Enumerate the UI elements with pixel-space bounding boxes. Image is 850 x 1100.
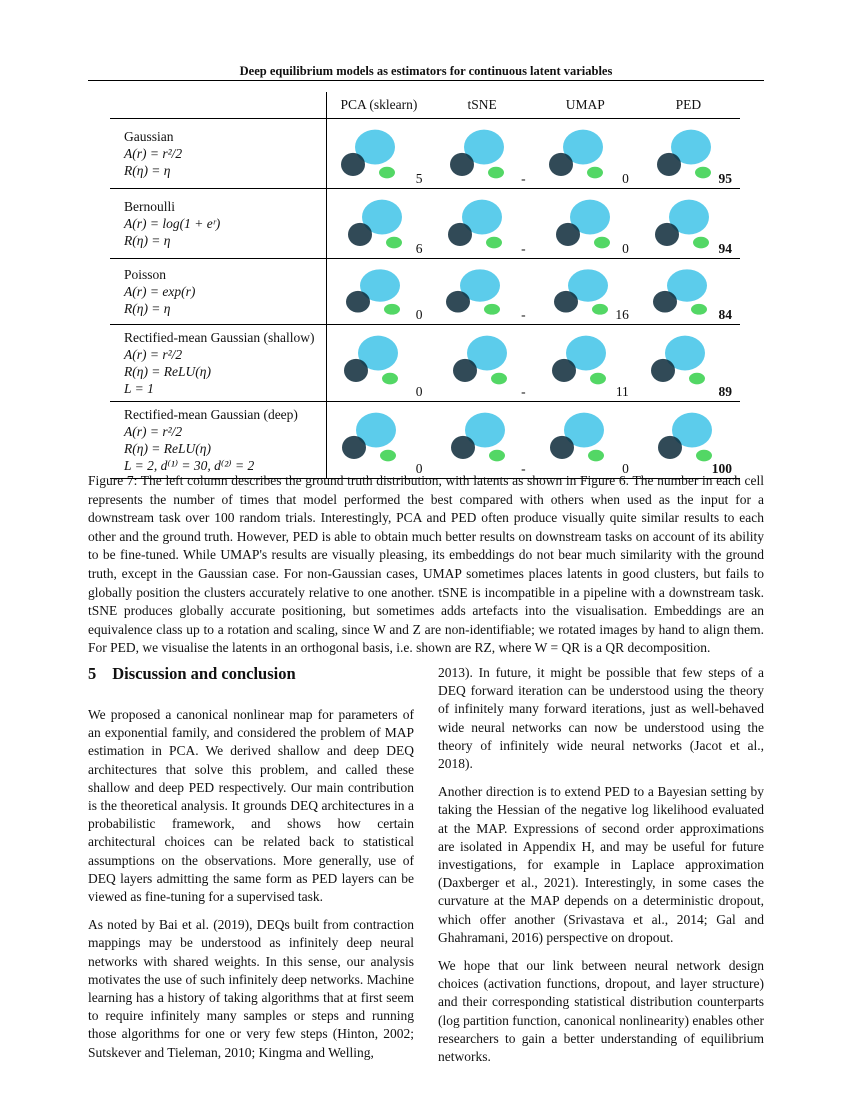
best-count: 16 xyxy=(615,307,629,322)
green-cluster xyxy=(488,167,504,179)
formula-line: L = 1 xyxy=(124,381,154,396)
column-header-umap: UMAP xyxy=(534,92,637,119)
embedding-scatter xyxy=(542,195,614,253)
green-cluster xyxy=(380,450,396,462)
figure-row xyxy=(110,259,740,325)
green-cluster xyxy=(689,373,705,385)
green-cluster xyxy=(484,304,500,315)
embedding-scatter xyxy=(335,195,407,253)
embedding-scatter xyxy=(335,408,407,466)
distribution-label xyxy=(110,325,327,402)
section-title: Discussion and conclusion xyxy=(112,664,296,683)
dark-cluster xyxy=(348,223,372,246)
green-cluster xyxy=(695,167,711,179)
figure-row xyxy=(110,325,740,402)
embedding-cell xyxy=(327,119,431,189)
embedding-scatter xyxy=(645,408,717,466)
embedding-scatter xyxy=(335,125,407,183)
paragraph: As noted by Bai et al. (2019), DEQs built from contraction mappings may be understood as infinitely deep neural networks with shared weights. In this sense, our analysis motivates the use of such infinitely deep networks. Machine learning has a history of taking algorithms that at first seem to require infinitely many samples or steps and running those algorithms for one or very few steps (Hinton, 2002; Sutskever and Tieleman, 2010; Kingma and Welling, xyxy=(88,917,414,1060)
green-cluster xyxy=(382,373,398,385)
embedding-scatter xyxy=(645,331,717,389)
dark-cluster xyxy=(341,153,365,176)
best-count: 0 xyxy=(622,241,629,256)
best-count: 5 xyxy=(415,171,423,186)
figure-header-row xyxy=(110,92,740,119)
green-cluster xyxy=(594,237,610,249)
embedding-scatter xyxy=(439,408,511,466)
dark-cluster xyxy=(556,223,580,246)
section-number: 5 xyxy=(88,664,97,683)
dark-cluster xyxy=(346,291,370,313)
embedding-cell xyxy=(431,325,534,402)
dark-cluster xyxy=(651,359,675,382)
embedding-scatter xyxy=(645,125,717,183)
formula-line: A(r) = r²/2 xyxy=(124,424,183,439)
embedding-scatter xyxy=(542,408,614,466)
distribution-label xyxy=(110,189,327,259)
embedding-cell xyxy=(327,189,431,259)
green-cluster xyxy=(384,304,400,315)
embedding-scatter xyxy=(645,195,717,253)
best-count: 11 xyxy=(615,384,629,399)
green-cluster xyxy=(587,167,603,179)
best-count: 95 xyxy=(718,171,732,186)
embedding-cell xyxy=(431,259,534,325)
dark-cluster xyxy=(655,223,679,246)
embedding-scatter xyxy=(335,331,407,389)
dark-cluster xyxy=(552,359,576,382)
green-cluster xyxy=(691,304,707,315)
paragraph: We proposed a canonical nonlinear map for parameters of an exponential family, and considered the problem of MAP estimation in PCA. We derived shallow and deep DEQ architectures that solve this problem, and called these shallow and deep PED respectively. Our main contribution is the theoretical analysis. It grounds DEQ architectures in a probabilistic framework, and shows how certain architectural choices can be related back to statistical assumptions on the observations. More generally, use of DEQ layers admitting the same form as PED layers can be viewed as fine-tuning for a supervised task. xyxy=(88,707,414,905)
embedding-scatter xyxy=(439,125,511,183)
paragraph: 2013). In future, it might be possible that few steps of a DEQ forward iteration can be understood using the theory of infinitely many forward iterations, just as well-behaved wide neural networks can now be understood using the theory of infinitely wide neural networks (Jacot et al., 2018). xyxy=(438,665,764,772)
green-cluster xyxy=(588,450,604,462)
dark-cluster xyxy=(453,359,477,382)
dark-cluster xyxy=(342,436,366,459)
green-cluster xyxy=(592,304,608,315)
dark-cluster xyxy=(451,436,475,459)
running-title: Deep equilibrium models as estimators for continuous latent variables xyxy=(239,64,613,78)
embedding-cell xyxy=(534,402,637,479)
paragraph: We hope that our link between neural network design choices (activation functions, dropout, and layer structure) and their corresponding statistical distribution counterparts (log partition function, canonical nonlinearity) enables other researchers to gain a better understanding of equilibrium networks. xyxy=(438,958,764,1065)
best-count: 6 xyxy=(415,241,423,256)
embedding-cell xyxy=(534,189,637,259)
distribution-name: Gaussian xyxy=(124,129,174,144)
embedding-cell xyxy=(637,402,740,479)
embedding-cell xyxy=(431,189,534,259)
best-count: 0 xyxy=(415,384,423,399)
embedding-cell xyxy=(637,189,740,259)
dark-cluster xyxy=(446,291,470,313)
dark-cluster xyxy=(344,359,368,382)
dark-cluster xyxy=(448,223,472,246)
formula-line: R(η) = η xyxy=(124,301,171,316)
green-cluster xyxy=(491,373,507,385)
best-count: - xyxy=(521,307,526,322)
distribution-name: Rectified-mean Gaussian (shallow) xyxy=(124,330,315,345)
section-heading xyxy=(88,664,296,684)
embedding-scatter xyxy=(439,265,511,319)
column-header-tsne: tSNE xyxy=(431,92,534,119)
dark-cluster xyxy=(549,153,573,176)
embedding-cell xyxy=(637,259,740,325)
embedding-cell xyxy=(327,402,431,479)
best-count: 100 xyxy=(711,461,732,476)
formula-line: A(r) = r²/2 xyxy=(124,347,183,362)
embedding-scatter xyxy=(542,265,614,319)
paragraph: Another direction is to extend PED to a Bayesian setting by taking the Hessian of the negative log likelihood evaluated at the MAP. Expressions of second order approximations are isolated in Appendix H, and may be useful for future investigations, for example in Laplace approximation (Daxberger et al., 2021). Interestingly, in some cases the curvature at the MAP depends on a deterministic dropout, which offer another (Srivastava et al., 2014; Gal and Ghahramani, 2016) perspective on dropout. xyxy=(438,784,764,945)
figure-row xyxy=(110,189,740,259)
green-cluster xyxy=(489,450,505,462)
distribution-name: Rectified-mean Gaussian (deep) xyxy=(124,407,298,422)
distribution-label xyxy=(110,119,327,189)
distribution-name: Bernoulli xyxy=(124,199,175,214)
embedding-scatter xyxy=(439,195,511,253)
best-count: - xyxy=(521,461,526,476)
distribution-label xyxy=(110,259,327,325)
embedding-cell xyxy=(534,325,637,402)
green-cluster xyxy=(693,237,709,249)
best-count: - xyxy=(521,384,526,399)
best-count: 89 xyxy=(718,384,732,399)
embedding-cell xyxy=(637,119,740,189)
figure-row xyxy=(110,402,740,479)
formula-line: L = 2, d⁽¹⁾ = 30, d⁽²⁾ = 2 xyxy=(124,458,255,473)
header-rule xyxy=(88,80,764,81)
distribution-name: Poisson xyxy=(124,267,167,282)
formula-line: R(η) = ReLU(η) xyxy=(124,364,211,379)
left-column xyxy=(88,706,414,1072)
embedding-scatter xyxy=(542,125,614,183)
best-count: 0 xyxy=(415,307,423,322)
dark-cluster xyxy=(554,291,578,313)
embedding-scatter xyxy=(542,331,614,389)
green-cluster xyxy=(379,167,395,179)
embedding-cell xyxy=(327,259,431,325)
distribution-label xyxy=(110,402,327,479)
green-cluster xyxy=(486,237,502,249)
formula-line: R(η) = ReLU(η) xyxy=(124,441,211,456)
dark-cluster xyxy=(657,153,681,176)
green-cluster xyxy=(386,237,402,249)
embedding-cell xyxy=(637,325,740,402)
column-header-ped: PED xyxy=(637,92,740,119)
right-column xyxy=(438,664,764,1076)
embedding-scatter xyxy=(439,331,511,389)
formula-line: A(r) = exp(r) xyxy=(124,284,196,299)
embedding-cell xyxy=(534,119,637,189)
best-count: 84 xyxy=(718,307,732,322)
figure-7-table xyxy=(110,92,740,479)
best-count: 94 xyxy=(718,241,732,256)
embedding-scatter xyxy=(335,265,407,319)
best-count: 0 xyxy=(622,461,629,476)
dark-cluster xyxy=(450,153,474,176)
green-cluster xyxy=(590,373,606,385)
best-count: - xyxy=(521,171,526,186)
best-count: 0 xyxy=(622,171,629,186)
embedding-cell xyxy=(327,325,431,402)
embedding-cell xyxy=(534,259,637,325)
dark-cluster xyxy=(550,436,574,459)
formula-line: R(η) = η xyxy=(124,233,171,248)
embedding-cell xyxy=(431,119,534,189)
dark-cluster xyxy=(658,436,682,459)
best-count: - xyxy=(521,241,526,256)
embedding-cell xyxy=(431,402,534,479)
best-count: 0 xyxy=(415,461,423,476)
formula-line: A(r) = log(1 + eʳ) xyxy=(124,216,221,231)
column-header-pca: PCA (sklearn) xyxy=(327,92,431,119)
label-column-header xyxy=(110,92,327,119)
formula-line: A(r) = r²/2 xyxy=(124,146,183,161)
green-cluster xyxy=(696,450,712,462)
dark-cluster xyxy=(653,291,677,313)
formula-line: R(η) = η xyxy=(124,163,171,178)
figure-row xyxy=(110,119,740,189)
embedding-scatter xyxy=(645,265,717,319)
figure-caption: Figure 7: The left column describes the ground truth distribution, with latents as shown in Figure 6. The number in each cell represents the number of times that model performed the best compared with others when used as the input for a downstream task over 100 random trials. Interestingly, PCA and PED often produce visually quite similar results to each other and the ground truth. However, PED is able to obtain much better results on downstream tasks on account of its ability to be fine-tuned. While UMAP's results are visually pleasing, its embeddings do not bear much similarity with the ground truth, except in the Gaussian case. For non-Gaussian cases, UMAP sometimes places latents in good clusters, but fails to globally position the clusters accurately relative to one another. tSNE is incompatible in a pipeline with a downstream task. tSNE produces globally accurate positioning, but sometimes adds artefacts into the visualisation. Embeddings are an equivalence class up to a rotation and scaling, since W and Z are non-identifiable; we rotated images by hand to align them. For PED, we visualise the latents in an orthogonal basis, i.e. shown are RZ, where W = QR is a QR decomposition. xyxy=(88,473,764,656)
